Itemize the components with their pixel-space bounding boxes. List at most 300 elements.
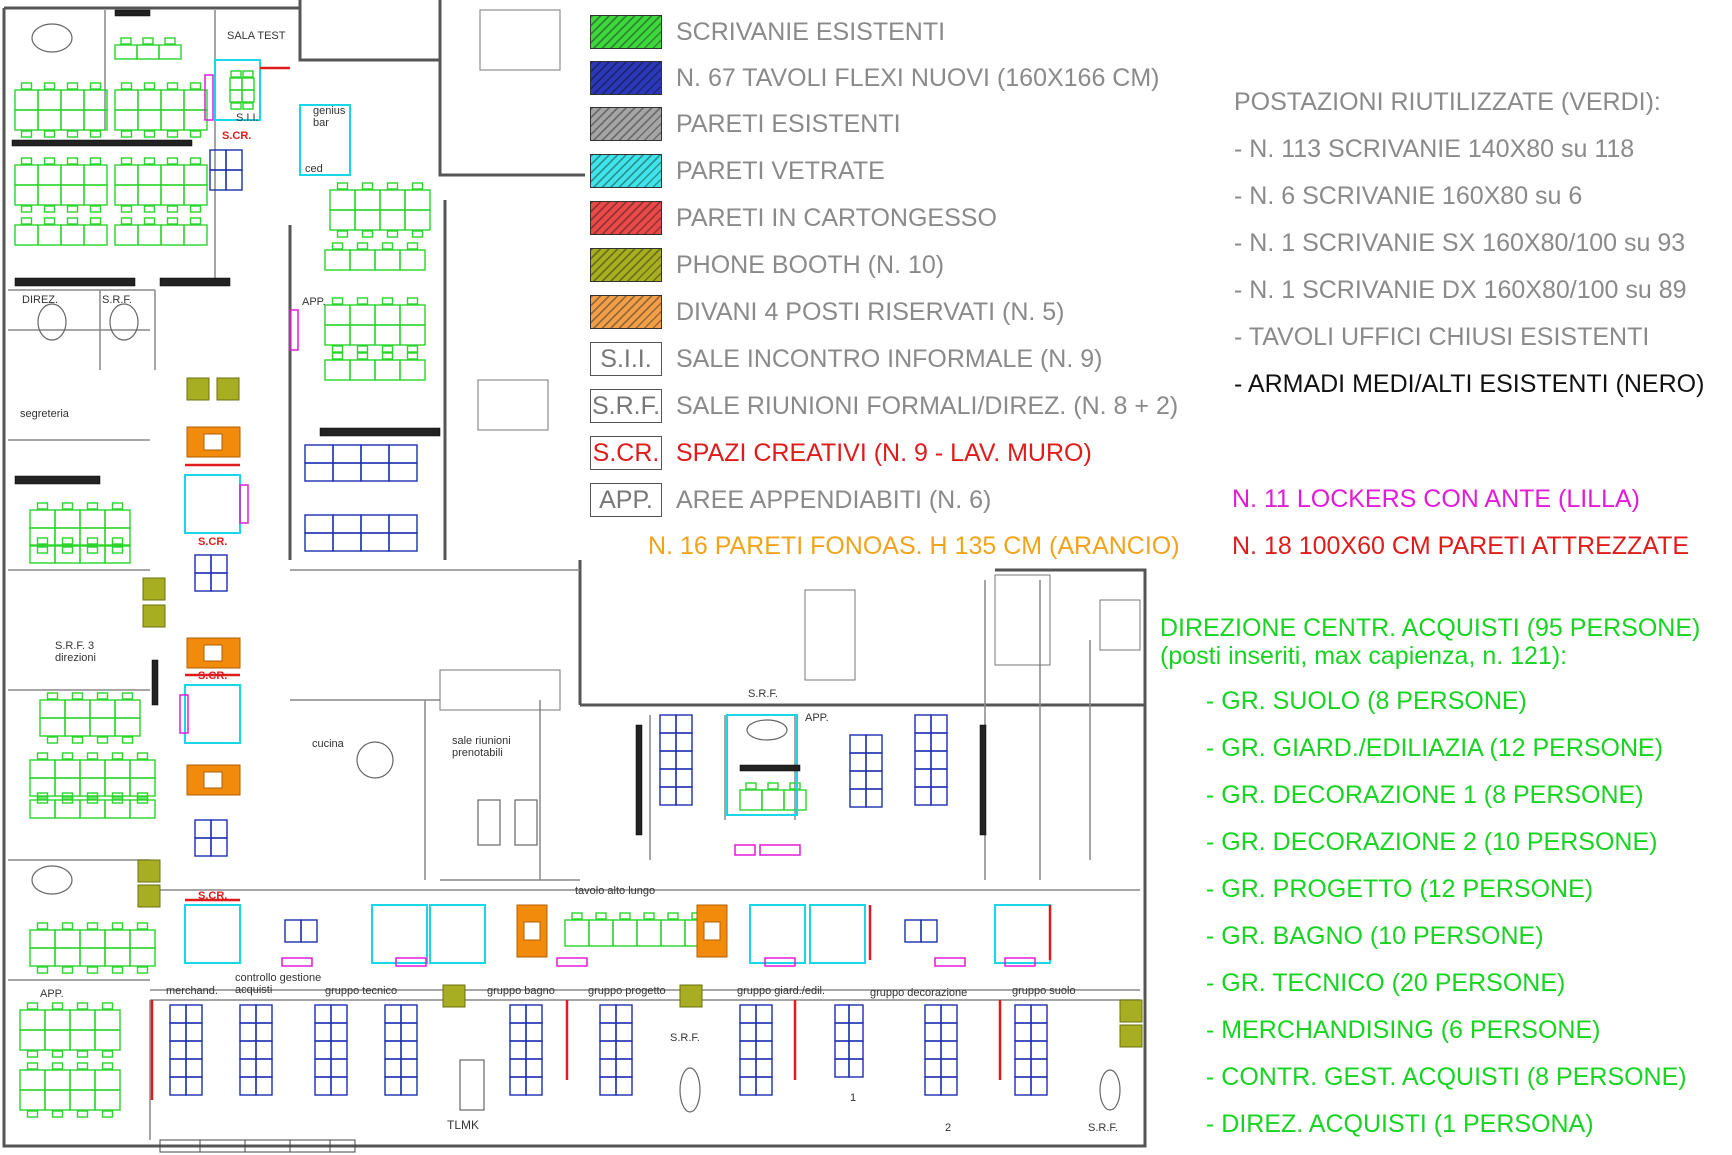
desk (350, 360, 375, 380)
chair (63, 547, 73, 553)
desk (941, 1041, 957, 1059)
chair (88, 753, 98, 759)
desk (866, 753, 882, 771)
desk (676, 787, 692, 805)
desk (55, 510, 80, 528)
pareti-attrezzate-note: N. 18 100X60 CM PARETI ATTREZZATE (1232, 532, 1690, 560)
chair (53, 1003, 63, 1009)
chair (103, 1111, 113, 1117)
desk (375, 305, 400, 325)
desk (915, 787, 931, 805)
desk (55, 528, 80, 546)
chair (22, 83, 32, 89)
desk (115, 110, 138, 130)
chair (113, 547, 123, 553)
desk (195, 555, 211, 573)
desk (921, 920, 937, 942)
desk (660, 751, 676, 769)
desk (240, 1041, 256, 1059)
desk (849, 1005, 863, 1023)
chair (91, 83, 101, 89)
chair (746, 783, 756, 789)
chair (408, 298, 418, 304)
desk (138, 110, 161, 130)
desk (70, 1010, 95, 1030)
label-num-2: 2 (945, 1122, 952, 1134)
existing-desks (15, 38, 806, 1117)
desk (350, 325, 375, 345)
desk (240, 1005, 256, 1023)
desk (195, 820, 211, 838)
desk (226, 150, 242, 170)
desk (30, 760, 55, 778)
desk (389, 445, 417, 463)
desk (676, 715, 692, 733)
desk (931, 787, 947, 805)
cabinets (12, 10, 986, 835)
label-ced: ced (305, 163, 323, 175)
desk (1015, 1023, 1031, 1041)
desk (361, 445, 389, 463)
desk (45, 1010, 70, 1030)
desk (211, 573, 227, 591)
chair (22, 206, 32, 212)
desk (835, 1023, 849, 1041)
chair (113, 503, 123, 509)
desk (613, 920, 637, 946)
desk (61, 225, 84, 245)
desk (242, 78, 254, 90)
label-srf-4: S.R.F. (1088, 1122, 1118, 1134)
desk (15, 90, 38, 110)
label-cucina: cucina (312, 738, 344, 750)
desk (925, 1005, 941, 1023)
desk (905, 920, 921, 942)
desk (184, 90, 207, 110)
desk (331, 1023, 347, 1041)
desk (660, 769, 676, 787)
desk (30, 930, 55, 948)
desk (600, 1059, 616, 1077)
desk (105, 930, 130, 948)
label-sala-test: SALA TEST (227, 30, 286, 42)
desk (866, 735, 882, 753)
legend-label: SALE INCONTRO INFORMALE (N. 9) (676, 344, 1103, 373)
desk (195, 573, 211, 591)
desk (80, 528, 105, 546)
chair (572, 913, 582, 919)
chair (45, 131, 55, 137)
desk (70, 1090, 95, 1110)
flexi-tables (170, 150, 1047, 1095)
desk (30, 528, 55, 546)
chair (122, 83, 132, 89)
desk (55, 545, 80, 563)
legend-label: SALE RIUNIONI FORMALI/DIREZ. (N. 8 + 2) (676, 391, 1179, 420)
desk (333, 533, 361, 551)
label-srf: S.R.F. (102, 294, 132, 306)
desk (361, 533, 389, 551)
desk (350, 250, 375, 270)
desk (184, 110, 207, 130)
desk (80, 510, 105, 528)
legend-label: SCRIVANIE ESISTENTI (676, 17, 946, 46)
desk (600, 1005, 616, 1023)
desk (331, 1077, 347, 1095)
desk (55, 948, 80, 966)
desk (138, 185, 161, 205)
desk (941, 1023, 957, 1041)
legend-label: SPAZI CREATIVI (N. 9 - LAV. MURO) (676, 438, 1092, 467)
desk (375, 360, 400, 380)
desk (211, 820, 227, 838)
desk (186, 1077, 202, 1095)
chair (88, 503, 98, 509)
desk (915, 733, 931, 751)
desk (401, 1005, 417, 1023)
postazioni-line: - N. 1 SCRIVANIE DX 160X80/100 su 89 (1234, 276, 1687, 304)
desk (866, 789, 882, 807)
desk (1015, 1041, 1031, 1059)
group-line: - DIREZ. ACQUISTI (1 PERSONA) (1206, 1110, 1594, 1138)
desk (385, 1041, 401, 1059)
chair (338, 231, 348, 237)
desk (849, 1059, 863, 1077)
chair (45, 83, 55, 89)
chair (28, 1003, 38, 1009)
desk (90, 718, 115, 736)
desk (389, 463, 417, 481)
chair (145, 131, 155, 137)
desk (210, 150, 226, 170)
desk (40, 700, 65, 718)
chair (45, 218, 55, 224)
desk (211, 555, 227, 573)
desk (95, 1070, 120, 1090)
desk (740, 1059, 756, 1077)
desk (616, 1059, 632, 1077)
desk (256, 1077, 272, 1095)
label-sii: S.I.I. (236, 112, 259, 124)
label-gruppo-giard: gruppo giard./edil. (737, 985, 826, 997)
desk (756, 1023, 772, 1041)
label-gruppo-progetto: gruppo progetto (588, 985, 666, 997)
desk (931, 733, 947, 751)
desk (325, 305, 350, 325)
label-gruppo-tecnico: gruppo tecnico (325, 985, 398, 997)
desk (95, 1030, 120, 1050)
desk (159, 45, 181, 59)
desk (115, 165, 138, 185)
label-scr-4: S.CR. (198, 890, 228, 902)
desk (355, 210, 380, 230)
desk (330, 190, 355, 210)
chair (243, 71, 253, 77)
desk (333, 463, 361, 481)
desk (361, 515, 389, 533)
chair (191, 206, 201, 212)
chair (122, 158, 132, 164)
desk (115, 225, 138, 245)
desk (115, 185, 138, 205)
desk (38, 90, 61, 110)
chair (68, 206, 78, 212)
desk (38, 225, 61, 245)
desk (385, 1023, 401, 1041)
desk (756, 1041, 772, 1059)
chair (145, 218, 155, 224)
chair (644, 913, 654, 919)
chair (383, 243, 393, 249)
chair (123, 737, 133, 743)
desk (80, 760, 105, 778)
desk (380, 190, 405, 210)
desk (510, 1005, 526, 1023)
desk (315, 1059, 331, 1077)
chair (63, 923, 73, 929)
sofa-inner (204, 434, 720, 940)
desk (333, 515, 361, 533)
desk (925, 1023, 941, 1041)
desk (526, 1077, 542, 1095)
desk (661, 920, 685, 946)
chair (408, 243, 418, 249)
desk (186, 1005, 202, 1023)
chair (231, 103, 241, 109)
legend-code: S.R.F. (590, 389, 662, 423)
desk (915, 769, 931, 787)
chair (333, 243, 343, 249)
group-line: - GR. BAGNO (10 PERSONE) (1206, 922, 1544, 950)
desk (925, 1077, 941, 1095)
chair (363, 231, 373, 237)
desk (637, 920, 661, 946)
desk (256, 1005, 272, 1023)
legend-label: AREE APPENDIABITI (N. 6) (676, 485, 992, 514)
lockers-note: N. 11 LOCKERS CON ANTE (LILLA) (1232, 485, 1640, 513)
chair (413, 183, 423, 189)
desk (211, 838, 227, 856)
chair (63, 538, 73, 544)
desk (315, 1041, 331, 1059)
chair (73, 737, 83, 743)
desk (161, 225, 184, 245)
chair (145, 206, 155, 212)
desk (835, 1059, 849, 1077)
desk (361, 463, 389, 481)
desk (256, 1041, 272, 1059)
group-line: - CONTR. GEST. ACQUISTI (8 PERSONE) (1206, 1063, 1687, 1091)
chair (53, 1111, 63, 1117)
desk (931, 751, 947, 769)
desk (80, 948, 105, 966)
desk (1015, 1077, 1031, 1095)
desk (105, 545, 130, 563)
desk (660, 715, 676, 733)
desk (915, 751, 931, 769)
desk (850, 753, 866, 771)
label-gruppo-decorazione: gruppo decorazione (870, 987, 968, 999)
desk (30, 545, 55, 563)
desk (161, 110, 184, 130)
desk (931, 715, 947, 733)
desk (400, 250, 425, 270)
chair (22, 218, 32, 224)
desk (137, 45, 159, 59)
desk (115, 90, 138, 110)
drywall-partitions (152, 68, 1050, 1100)
desk (80, 545, 105, 563)
desk (600, 1041, 616, 1059)
desk (526, 1005, 542, 1023)
postazioni-line: - N. 113 SCRIVANIE 140X80 su 118 (1234, 135, 1635, 163)
desk (510, 1023, 526, 1041)
label-merchand: merchand. (166, 985, 218, 997)
desk (285, 920, 301, 942)
chair (22, 131, 32, 137)
desk (20, 1010, 45, 1030)
chair (28, 1051, 38, 1057)
chair (63, 503, 73, 509)
group-line: - MERCHANDISING (6 PERSONE) (1206, 1016, 1601, 1044)
desk (138, 90, 161, 110)
label-app-2: APP. (805, 712, 829, 724)
chair (138, 923, 148, 929)
label-gruppo-suolo: gruppo suolo (1012, 985, 1076, 997)
chair (91, 131, 101, 137)
desk (616, 1023, 632, 1041)
label-controllo-gestione: controllo gestione acquisti (235, 972, 322, 996)
chair (596, 913, 606, 919)
chair (408, 353, 418, 359)
chair (88, 967, 98, 973)
stair-cores (440, 10, 1140, 710)
desk (740, 1041, 756, 1059)
desk (389, 515, 417, 533)
desk (325, 360, 350, 380)
label-app: APP. (302, 296, 326, 308)
group-line: - GR. DECORAZIONE 2 (10 PERSONE) (1206, 828, 1658, 856)
desk (375, 250, 400, 270)
desk (756, 1077, 772, 1095)
group-line: - GR. SUOLO (8 PERSONE) (1206, 687, 1527, 715)
desk (315, 1005, 331, 1023)
chair (28, 1063, 38, 1069)
desk (925, 1059, 941, 1077)
desk (740, 1005, 756, 1023)
desk (61, 185, 84, 205)
desk (385, 1059, 401, 1077)
desk (226, 170, 242, 190)
label-direz: DIREZ. (22, 294, 59, 306)
desk (331, 1059, 347, 1077)
chair (145, 158, 155, 164)
chair (78, 1051, 88, 1057)
desk (660, 787, 676, 805)
chair (113, 753, 123, 759)
chair (113, 923, 123, 929)
desk (941, 1077, 957, 1095)
chair (113, 538, 123, 544)
desk (105, 528, 130, 546)
chair (358, 346, 368, 352)
desk (161, 90, 184, 110)
desk (325, 325, 350, 345)
chair (122, 206, 132, 212)
desk (95, 1090, 120, 1110)
desk (850, 735, 866, 753)
desk (15, 165, 38, 185)
chair (388, 231, 398, 237)
desk (1031, 1041, 1047, 1059)
desk (170, 1059, 186, 1077)
desk (170, 1041, 186, 1059)
label-num-1: 1 (850, 1092, 857, 1104)
desk (45, 1090, 70, 1110)
desk (84, 165, 107, 185)
desk (65, 718, 90, 736)
plan-walls (4, 0, 1145, 1146)
desk (38, 185, 61, 205)
desk (30, 948, 55, 966)
chair (28, 1111, 38, 1117)
desk (55, 760, 80, 778)
desk (526, 1023, 542, 1041)
desk (38, 110, 61, 130)
desk (400, 325, 425, 345)
desk (941, 1005, 957, 1023)
desk (15, 225, 38, 245)
desk (333, 445, 361, 463)
desk (526, 1041, 542, 1059)
chair (78, 1111, 88, 1117)
legend-label: N. 67 TAVOLI FLEXI NUOVI (160X166 CM) (676, 63, 1160, 92)
label-sale-riunioni: sale riunioni prenotabili (452, 735, 511, 759)
chair (620, 913, 630, 919)
chair (168, 158, 178, 164)
desk (20, 1090, 45, 1110)
desk (331, 1005, 347, 1023)
desk (915, 715, 931, 733)
desk (240, 1023, 256, 1041)
chair (91, 158, 101, 164)
desk (15, 110, 38, 130)
desk (84, 185, 107, 205)
desk (305, 463, 333, 481)
postazioni-line: - N. 1 SCRIVANIE SX 160X80/100 su 93 (1234, 229, 1686, 257)
desk (115, 718, 140, 736)
label-segreteria: segreteria (20, 408, 69, 420)
desk (61, 110, 84, 130)
chair (103, 1003, 113, 1009)
desk (616, 1077, 632, 1095)
desk (65, 700, 90, 718)
desk (941, 1059, 957, 1077)
desk (375, 325, 400, 345)
desk (15, 185, 38, 205)
chair (388, 183, 398, 189)
label-srf-2: S.R.F. (748, 688, 778, 700)
desk (230, 78, 242, 90)
desk (170, 1023, 186, 1041)
desk (325, 250, 350, 270)
desk (61, 90, 84, 110)
desk (95, 1010, 120, 1030)
desk (756, 1059, 772, 1077)
chair (333, 353, 343, 359)
desk (350, 305, 375, 325)
chair (123, 693, 133, 699)
